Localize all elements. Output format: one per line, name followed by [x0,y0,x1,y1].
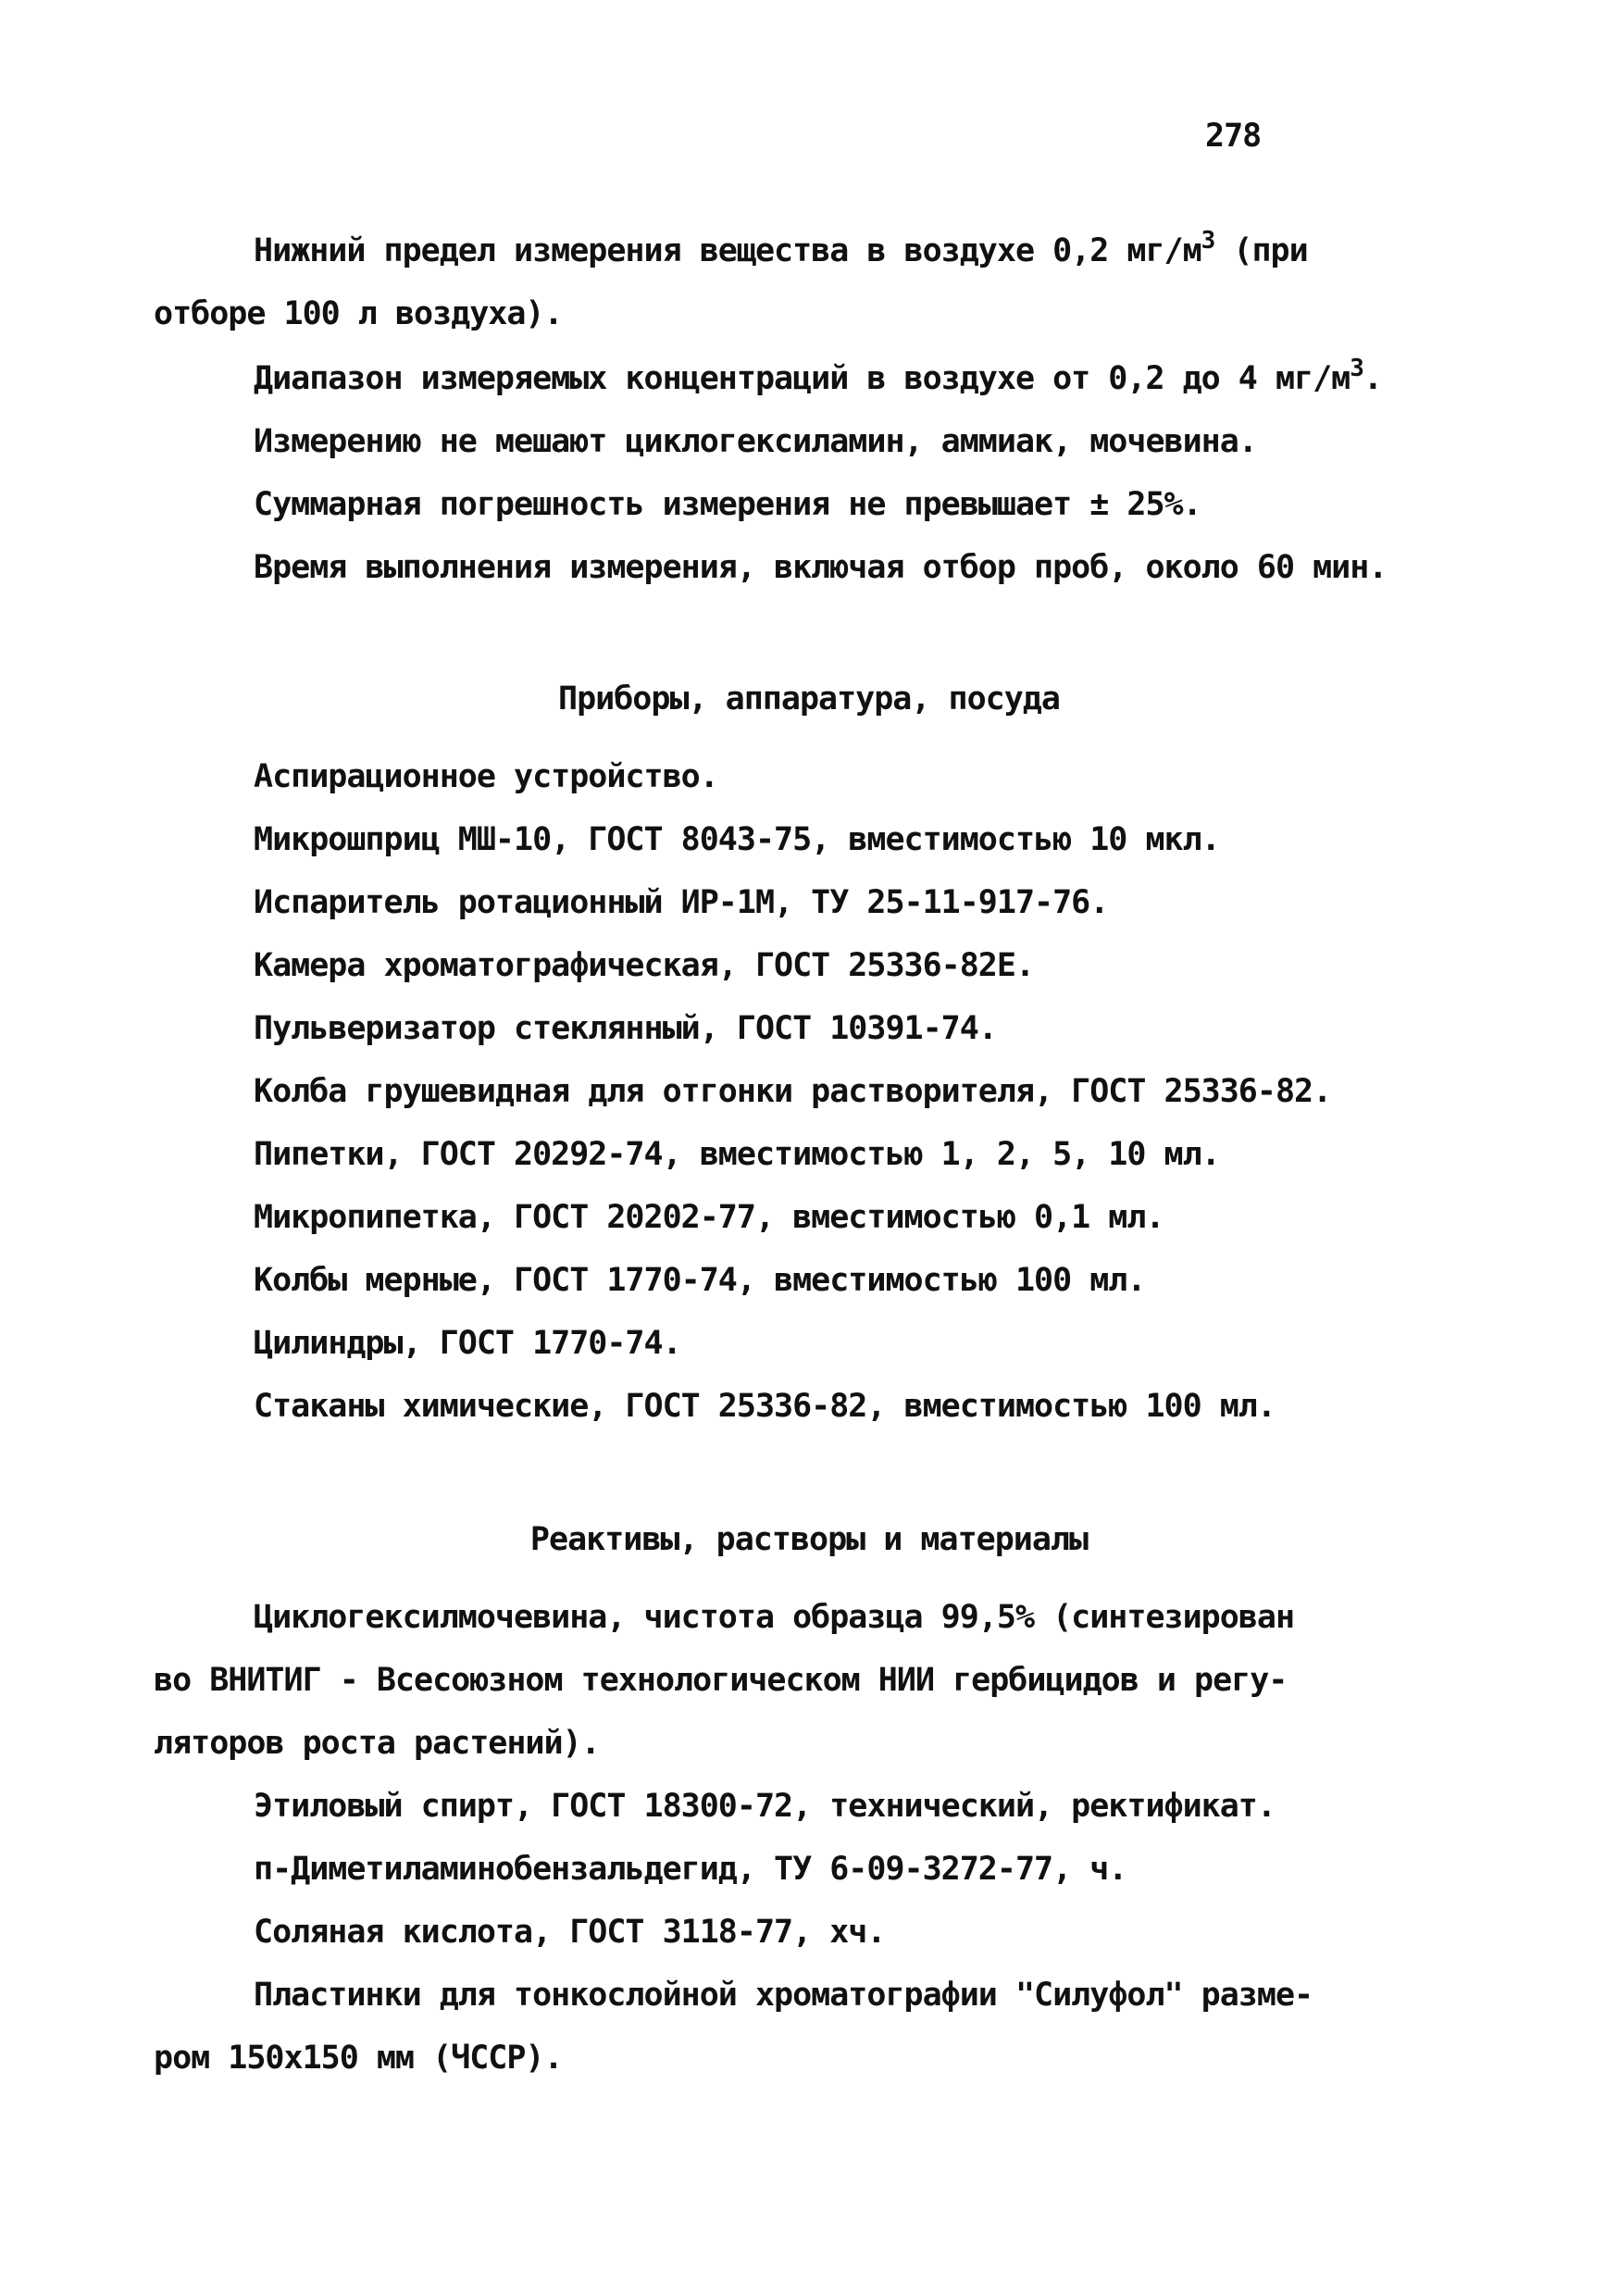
reagent-paragraph-3: п-Диметиламинобензальдегид, ТУ 6-09-3272-77, ч. [254,1851,1127,1888]
equipment-item: Микропипетка, ГОСТ 20202-77, вместимостью 0,1 мл. [254,1199,1164,1236]
reagent-paragraph-5-line-2: ром 150х150 мм (ЧССР). [154,2040,563,2077]
reagent-paragraph-4: Соляная кислота, ГОСТ 3118-77, хч. [254,1914,886,1951]
section-title-reagents: Реактивы, растворы и материалы [529,1521,1089,1558]
equipment-item: Колба грушевидная для отгонки растворителя, ГОСТ 25336-82. [254,1073,1332,1110]
intro-line-5: Суммарная погрешность измерения не превышает ± 25%. [254,486,1201,523]
equipment-item: Пульверизатор стеклянный, ГОСТ 10391-74. [254,1010,997,1047]
equipment-item: Аспирационное устройство. [254,758,718,795]
reagent-paragraph-2: Этиловый спирт, ГОСТ 18300-72, технический, ректификат. [254,1788,1276,1825]
page-number: 278 [1205,118,1262,155]
intro-line-1-text: Нижний предел измерения вещества в воздухе 0,2 мг/м [254,232,1201,269]
intro-line-1-tail: (при [1214,232,1308,269]
section-title-equipment: Приборы, аппаратура, посуда [558,680,1060,718]
equipment-item: Микрошприц МШ-10, ГОСТ 8043-75, вместимостью 10 мкл. [254,821,1220,858]
equipment-item: Испаритель ротационный ИР-1М, ТУ 25-11-917-76. [254,884,1109,921]
reagent-paragraph-1-line-2: во ВНИТИГ - Всесоюзном технологическом НИИ гербицидов и регу- [154,1662,1288,1699]
intro-line-4: Измерению не мешают циклогексиламин, аммиак, мочевина. [254,423,1257,460]
intro-line-3-tail: . [1363,360,1382,397]
intro-line-3-text: Диапазон измеряемых концентраций в воздухе от 0,2 до 4 мг/м [254,360,1350,397]
equipment-item: Цилиндры, ГОСТ 1770-74. [254,1325,681,1362]
equipment-item: Камера хроматографическая, ГОСТ 25336-82Е. [254,947,1035,984]
intro-line-3 [254,357,1382,400]
superscript-3: 3 [1201,227,1215,255]
equipment-item: Пипетки, ГОСТ 20292-74, вместимостью 1, 2, 5, 10 мл. [254,1136,1220,1173]
reagent-paragraph-1-line-3: ляторов роста растений). [154,1725,600,1762]
intro-line-1 [254,227,1308,272]
intro-line-2: отборе 100 л воздуха). [154,295,563,332]
intro-line-6: Время выполнения измерения, включая отбор проб, около 60 мин. [254,549,1388,586]
reagent-paragraph-1-line-1: Циклогексилмочевина, чистота образца 99,5% (синтезирован [254,1599,1295,1636]
superscript-3: 3 [1350,355,1363,382]
reagent-paragraph-5-line-1: Пластинки для тонкослойной хроматографии "Силуфол" разме- [254,1977,1313,2014]
equipment-item: Стаканы химические, ГОСТ 25336-82, вместимостью 100 мл. [254,1388,1276,1425]
equipment-item: Колбы мерные, ГОСТ 1770-74, вместимостью 100 мл. [254,1262,1146,1299]
